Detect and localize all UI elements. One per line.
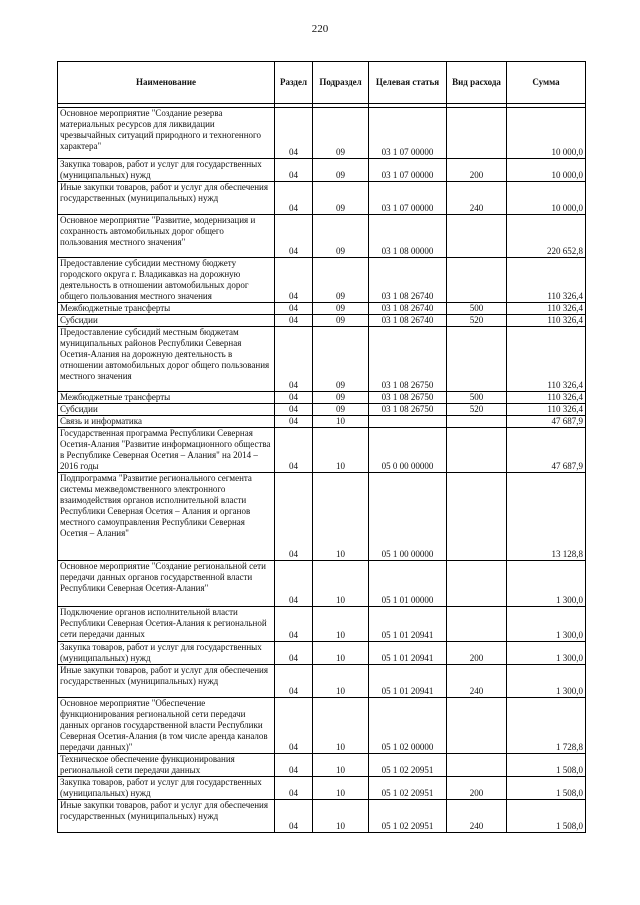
table-row [58, 698, 586, 754]
cell-name: Субсидии [58, 404, 275, 416]
cell-amount: 1 508,0 [507, 800, 586, 833]
budget-table [57, 61, 586, 833]
cell-section: 04 [275, 698, 313, 754]
cell-target: 05 1 02 20951 [369, 777, 447, 800]
cell-target: 05 0 00 00000 [369, 428, 447, 473]
cell-target: 05 1 02 00000 [369, 698, 447, 754]
cell-subsection: 10 [313, 754, 369, 777]
cell-subsection: 09 [313, 182, 369, 215]
cell-section: 04 [275, 215, 313, 258]
cell-section: 04 [275, 303, 313, 315]
cell-expense: 200 [447, 642, 507, 665]
cell-expense [447, 258, 507, 303]
cell-name: Основное мероприятие "Создание региональной сети передачи данных органов государственной власти Республики Северная Осетия-Алания" [58, 561, 275, 607]
cell-section: 04 [275, 665, 313, 698]
cell-name: Закупка товаров, работ и услуг для государственных (муниципальных) нужд [58, 642, 275, 665]
cell-subsection: 09 [313, 215, 369, 258]
cell-amount: 1 300,0 [507, 607, 586, 642]
cell-amount: 1 300,0 [507, 665, 586, 698]
cell-amount: 1 508,0 [507, 777, 586, 800]
cell-target [369, 416, 447, 428]
table-row [58, 404, 586, 416]
cell-subsection: 09 [313, 404, 369, 416]
cell-section: 04 [275, 607, 313, 642]
cell-subsection: 09 [313, 315, 369, 327]
column-header-target: Целевая статья [369, 62, 447, 104]
cell-expense: 520 [447, 315, 507, 327]
table-row [58, 561, 586, 607]
cell-subsection: 10 [313, 561, 369, 607]
table-row [58, 258, 586, 303]
cell-subsection: 10 [313, 642, 369, 665]
cell-amount: 110 326,4 [507, 303, 586, 315]
cell-target: 03 1 07 00000 [369, 159, 447, 182]
cell-section: 04 [275, 327, 313, 392]
cell-section: 04 [275, 182, 313, 215]
cell-target: 03 1 08 26750 [369, 392, 447, 404]
cell-target: 03 1 07 00000 [369, 108, 447, 159]
cell-target: 03 1 08 26740 [369, 315, 447, 327]
column-header-section: Раздел [275, 62, 313, 104]
cell-target: 05 1 01 20941 [369, 607, 447, 642]
cell-name: Межбюджетные трансферты [58, 392, 275, 404]
cell-section: 04 [275, 404, 313, 416]
cell-expense [447, 428, 507, 473]
cell-name: Иные закупки товаров, работ и услуг для обеспечения государственных (муниципальных) нужд [58, 665, 275, 698]
cell-name: Государственная программа Республики Северная Осетия-Алания "Развитие информационного общества в Республике Северная Осетия – Алания" на 2014 – 2016 годы [58, 428, 275, 473]
table-row [58, 327, 586, 392]
cell-subsection: 09 [313, 108, 369, 159]
cell-subsection: 09 [313, 303, 369, 315]
cell-expense [447, 698, 507, 754]
cell-amount: 110 326,4 [507, 392, 586, 404]
cell-subsection: 10 [313, 698, 369, 754]
table-row [58, 777, 586, 800]
cell-target: 03 1 08 00000 [369, 215, 447, 258]
cell-name: Основное мероприятие "Обеспечение функционирования региональной сети передачи данных органов государственной власти Республики Северная Осетия-Алания (в том числе аренда каналов передачи данных)" [58, 698, 275, 754]
cell-subsection: 09 [313, 159, 369, 182]
table-row [58, 416, 586, 428]
cell-target: 05 1 02 20951 [369, 754, 447, 777]
table-row [58, 607, 586, 642]
cell-subsection: 10 [313, 428, 369, 473]
cell-amount: 110 326,4 [507, 258, 586, 303]
cell-name: Подпрограмма "Развитие регионального сегмента системы межведомственного электронного взаимодействия органов исполнительной власти Республики Северная Осетия – Алания и органов местного самоуправления Республики Северная Осетия – Алания" [58, 473, 275, 561]
cell-name: Предоставление субсидий местным бюджетам муниципальных районов Республики Северная Осетия-Алания на дорожную деятельность в отношении автомобильных дорог общего пользования местного значения [58, 327, 275, 392]
cell-target: 03 1 08 26740 [369, 258, 447, 303]
table-row [58, 754, 586, 777]
cell-amount: 10 000,0 [507, 159, 586, 182]
table-row [58, 392, 586, 404]
cell-expense: 520 [447, 404, 507, 416]
cell-expense: 240 [447, 182, 507, 215]
table-row [58, 108, 586, 159]
cell-name: Закупка товаров, работ и услуг для государственных (муниципальных) нужд [58, 777, 275, 800]
cell-section: 04 [275, 108, 313, 159]
cell-target: 05 1 01 20941 [369, 642, 447, 665]
cell-target: 03 1 08 26740 [369, 303, 447, 315]
cell-amount: 1 300,0 [507, 561, 586, 607]
cell-section: 04 [275, 392, 313, 404]
table-row [58, 315, 586, 327]
cell-name: Основное мероприятие "Создание резерва материальных ресурсов для ликвидации чрезвычайных ситуаций природного и техногенного характера" [58, 108, 275, 159]
table-row [58, 182, 586, 215]
cell-amount: 1 728,8 [507, 698, 586, 754]
cell-amount: 110 326,4 [507, 327, 586, 392]
cell-section: 04 [275, 315, 313, 327]
cell-target: 03 1 08 26750 [369, 327, 447, 392]
cell-name: Предоставление субсидии местному бюджету городского округа г. Владикавказ на дорожную деятельность в отношении автомобильных дорог общего пользования местного значения [58, 258, 275, 303]
cell-section: 04 [275, 754, 313, 777]
column-header-amount: Сумма [507, 62, 586, 104]
cell-expense [447, 754, 507, 777]
cell-section: 04 [275, 416, 313, 428]
cell-expense [447, 215, 507, 258]
cell-expense [447, 327, 507, 392]
cell-section: 04 [275, 428, 313, 473]
cell-amount: 110 326,4 [507, 315, 586, 327]
table-row [58, 642, 586, 665]
cell-name: Подключение органов исполнительной власти Республики Северная Осетия-Алания к региональной сети передачи данных [58, 607, 275, 642]
cell-expense [447, 607, 507, 642]
cell-expense [447, 108, 507, 159]
cell-expense: 500 [447, 392, 507, 404]
cell-expense: 200 [447, 159, 507, 182]
cell-amount: 10 000,0 [507, 182, 586, 215]
cell-name: Основное мероприятие "Развитие, модернизация и сохранность автомобильных дорог общего пользования местного значения" [58, 215, 275, 258]
cell-target: 05 1 01 00000 [369, 561, 447, 607]
cell-amount: 110 326,4 [507, 404, 586, 416]
column-header-expense: Вид расхода [447, 62, 507, 104]
cell-name: Связь и информатика [58, 416, 275, 428]
table-body [58, 104, 586, 833]
cell-name: Иные закупки товаров, работ и услуг для обеспечения государственных (муниципальных) нужд [58, 182, 275, 215]
cell-section: 04 [275, 159, 313, 182]
cell-amount: 10 000,0 [507, 108, 586, 159]
cell-subsection: 09 [313, 327, 369, 392]
cell-name: Техническое обеспечение функционирования региональной сети передачи данных [58, 754, 275, 777]
column-header-subsection: Подраздел [313, 62, 369, 104]
table-header [58, 62, 586, 104]
cell-section: 04 [275, 473, 313, 561]
cell-subsection: 09 [313, 258, 369, 303]
cell-name: Субсидии [58, 315, 275, 327]
cell-amount: 13 128,8 [507, 473, 586, 561]
table-row [58, 159, 586, 182]
cell-name: Межбюджетные трансферты [58, 303, 275, 315]
cell-subsection: 10 [313, 473, 369, 561]
cell-expense [447, 561, 507, 607]
table-row [58, 800, 586, 833]
cell-section: 04 [275, 561, 313, 607]
cell-subsection: 09 [313, 392, 369, 404]
table-row [58, 665, 586, 698]
cell-expense [447, 416, 507, 428]
cell-amount: 47 687,9 [507, 428, 586, 473]
cell-section: 04 [275, 642, 313, 665]
cell-expense: 240 [447, 665, 507, 698]
cell-subsection: 10 [313, 777, 369, 800]
cell-amount: 1 300,0 [507, 642, 586, 665]
cell-target: 03 1 08 26750 [369, 404, 447, 416]
cell-expense: 200 [447, 777, 507, 800]
cell-name: Закупка товаров, работ и услуг для государственных (муниципальных) нужд [58, 159, 275, 182]
cell-subsection: 10 [313, 416, 369, 428]
cell-target: 03 1 07 00000 [369, 182, 447, 215]
cell-subsection: 10 [313, 800, 369, 833]
column-header-name: Наименование [58, 62, 275, 104]
cell-section: 04 [275, 777, 313, 800]
cell-expense: 240 [447, 800, 507, 833]
cell-target: 05 1 02 20951 [369, 800, 447, 833]
cell-subsection: 10 [313, 665, 369, 698]
cell-subsection: 10 [313, 607, 369, 642]
cell-name: Иные закупки товаров, работ и услуг для обеспечения государственных (муниципальных) нужд [58, 800, 275, 833]
cell-target: 05 1 01 20941 [369, 665, 447, 698]
page-number: 220 [311, 23, 329, 35]
cell-target: 05 1 00 00000 [369, 473, 447, 561]
table-row [58, 473, 586, 561]
cell-section: 04 [275, 258, 313, 303]
cell-expense [447, 473, 507, 561]
cell-amount: 47 687,9 [507, 416, 586, 428]
table-row [58, 303, 586, 315]
cell-expense: 500 [447, 303, 507, 315]
cell-section: 04 [275, 800, 313, 833]
table-row [58, 428, 586, 473]
cell-amount: 220 652,8 [507, 215, 586, 258]
cell-amount: 1 508,0 [507, 754, 586, 777]
table-row [58, 215, 586, 258]
